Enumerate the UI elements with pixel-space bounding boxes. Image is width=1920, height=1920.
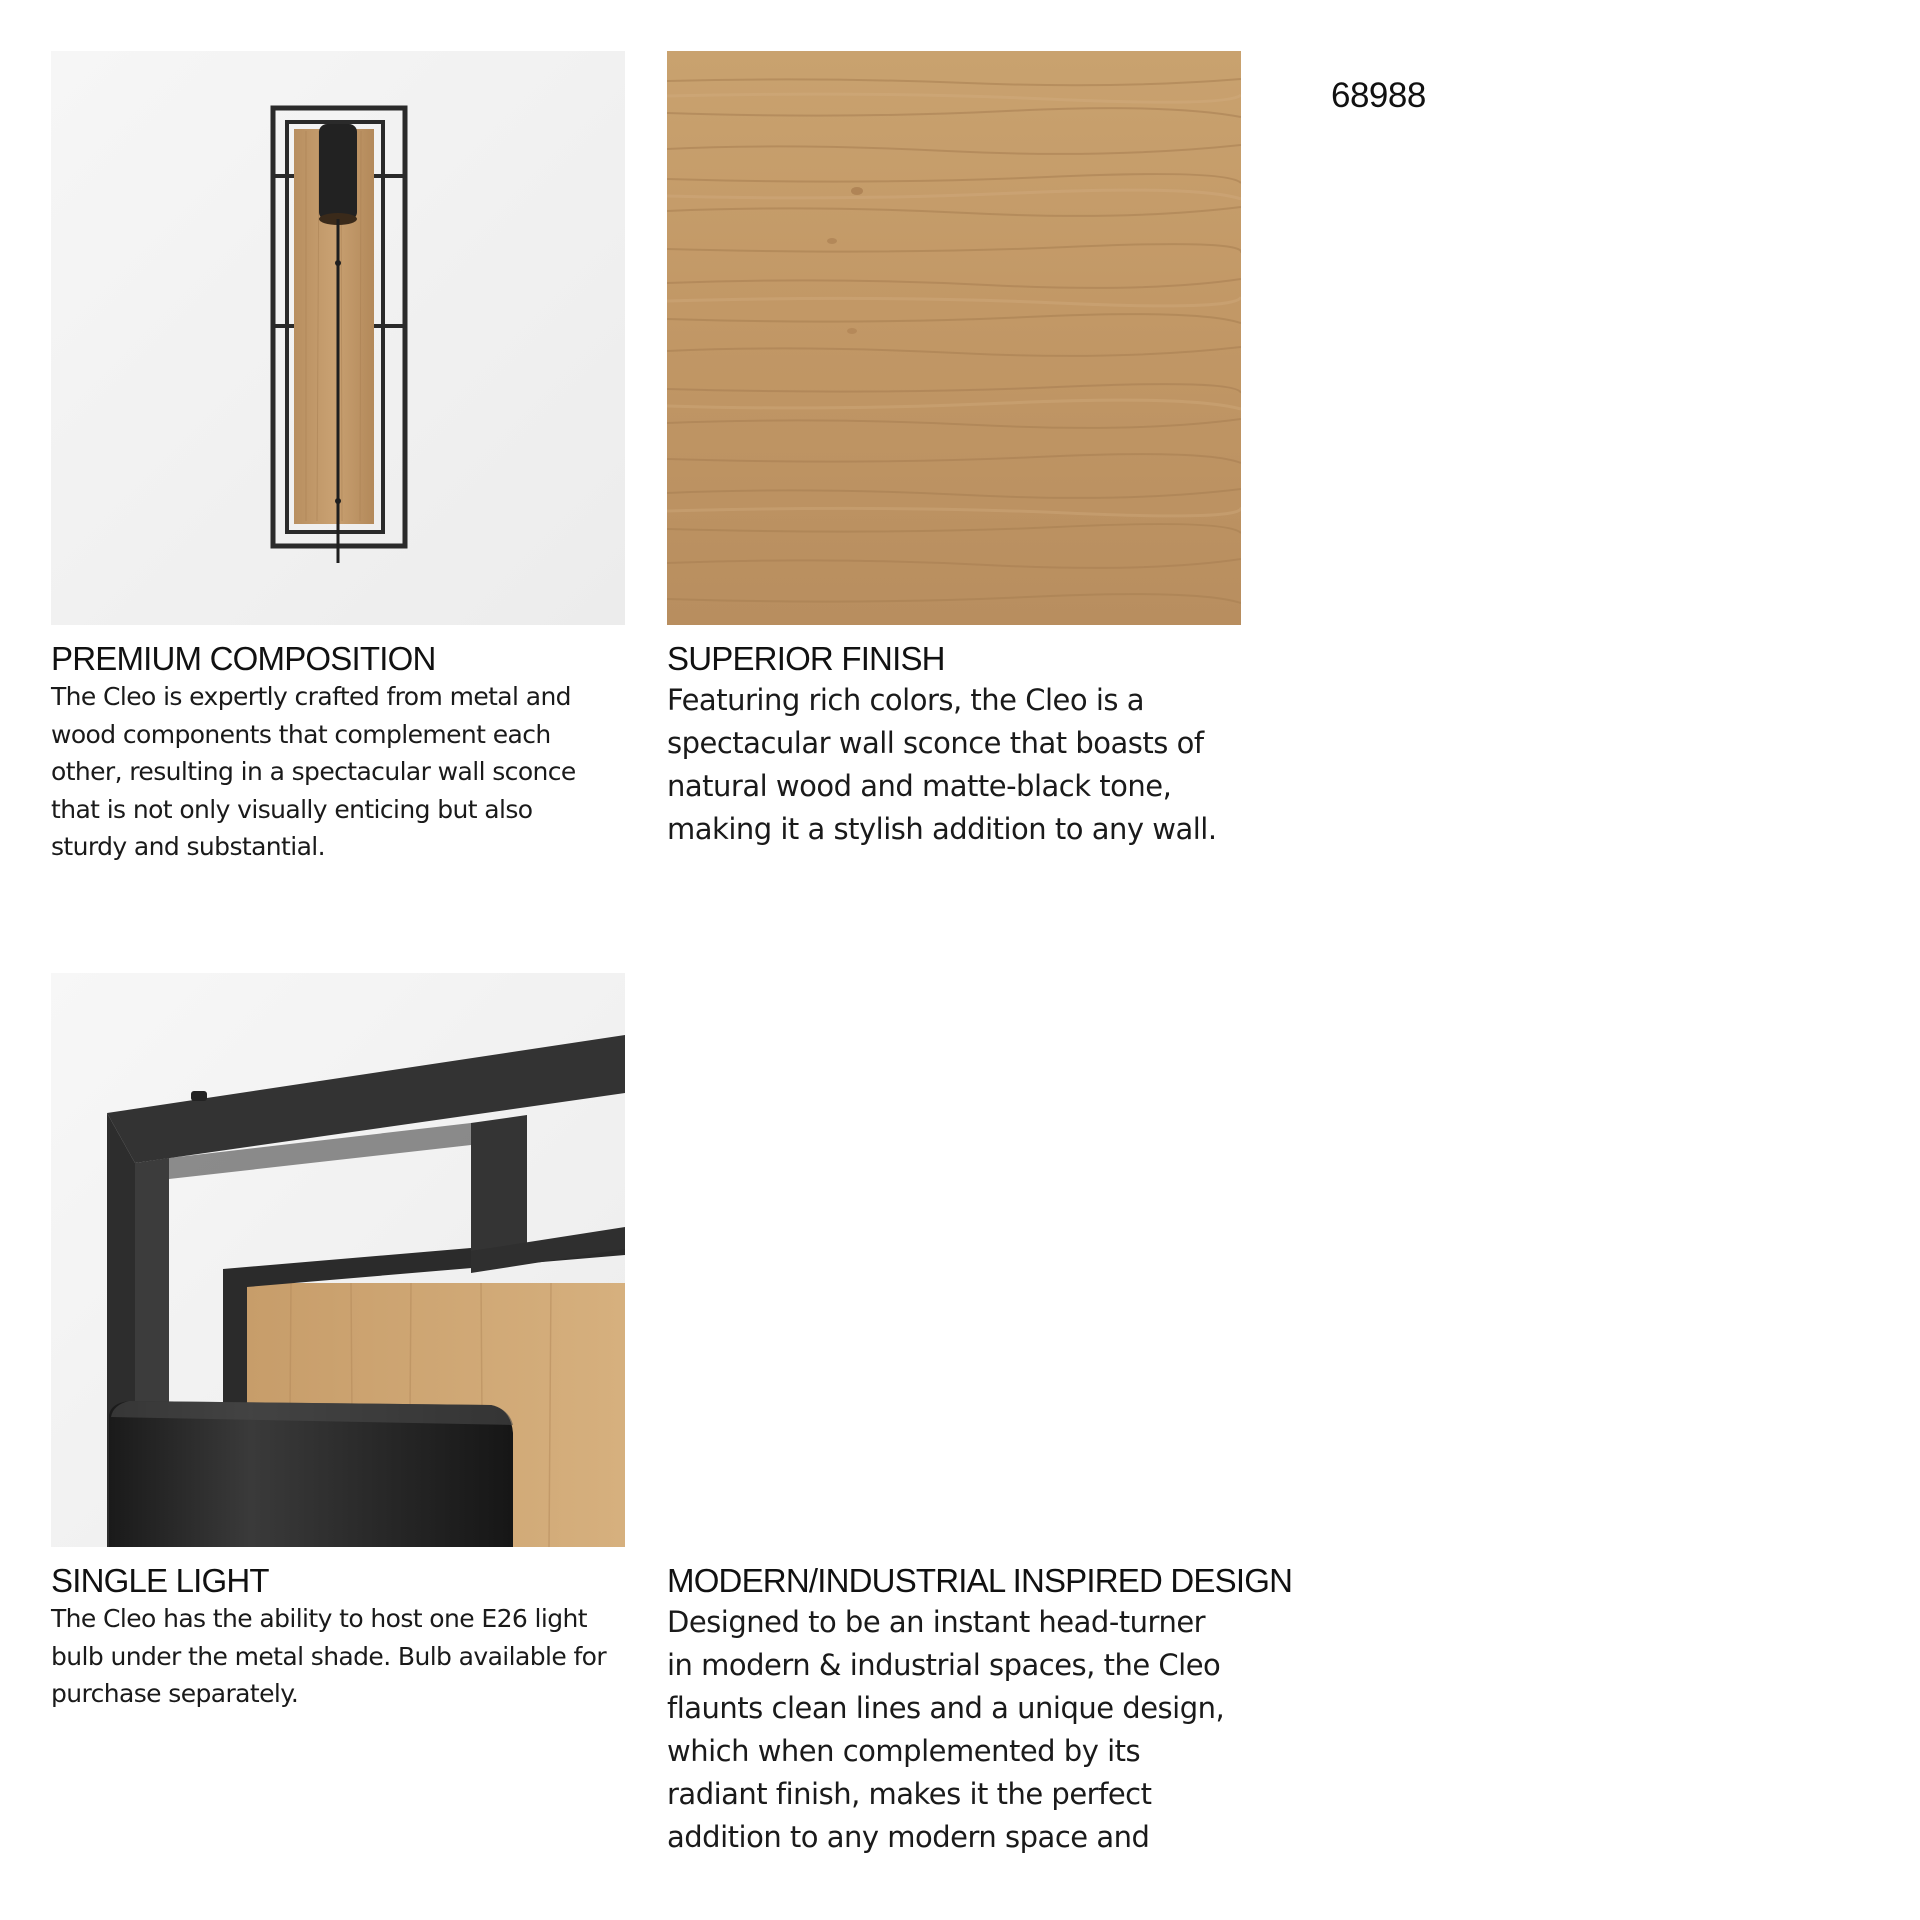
wood-grain-photo xyxy=(667,51,1241,625)
product-code: 68988 xyxy=(1331,76,1426,115)
text-line: making it a stylish addition to any wall. xyxy=(667,812,1217,846)
text-line: spectacular wall sconce that boasts of xyxy=(667,726,1204,760)
text-line: The Cleo has the ability to host one E26 light xyxy=(51,1604,587,1633)
text-line: wood components that complement each xyxy=(51,719,551,749)
text-line: other, resulting in a spectacular wall sconce xyxy=(51,757,576,786)
feature-title-design: MODERN/INDUSTRIAL INSPIRED DESIGN xyxy=(667,1562,1293,1599)
text-line: which when complemented by its xyxy=(667,1734,1141,1768)
text-line: Featuring rich colors, the Cleo is a xyxy=(667,683,1144,717)
text-line: flaunts clean lines and a unique design, xyxy=(667,1691,1225,1725)
text-line: purchase separately. xyxy=(51,1679,299,1708)
sconce-product-photo xyxy=(51,51,625,625)
feature-title-premium: PREMIUM COMPOSITION xyxy=(51,640,436,677)
text-line: sturdy and substantial. xyxy=(51,832,325,861)
feature-title-finish: SUPERIOR FINISH xyxy=(667,640,945,677)
text-line: bulb under the metal shade. Bulb available for xyxy=(51,1641,607,1671)
text-line: natural wood and matte-black tone, xyxy=(667,769,1172,803)
text-line: in modern & industrial spaces, the Cleo xyxy=(667,1648,1221,1682)
text-line: The Cleo is expertly crafted from metal and xyxy=(51,682,571,711)
feature-text-single-light xyxy=(51,1600,606,1713)
text-line: radiant finish, makes it the perfect xyxy=(667,1777,1152,1811)
text-line: that is not only visually enticing but also xyxy=(51,794,533,824)
feature-text-premium xyxy=(51,678,576,866)
text-line: Designed to be an instant head-turner xyxy=(667,1605,1206,1639)
feature-text-finish xyxy=(667,679,1217,851)
feature-text-design xyxy=(667,1601,1224,1859)
frame-detail-photo xyxy=(51,973,625,1547)
text-line: addition to any modern space and xyxy=(667,1820,1150,1854)
feature-title-single-light: SINGLE LIGHT xyxy=(51,1562,269,1599)
